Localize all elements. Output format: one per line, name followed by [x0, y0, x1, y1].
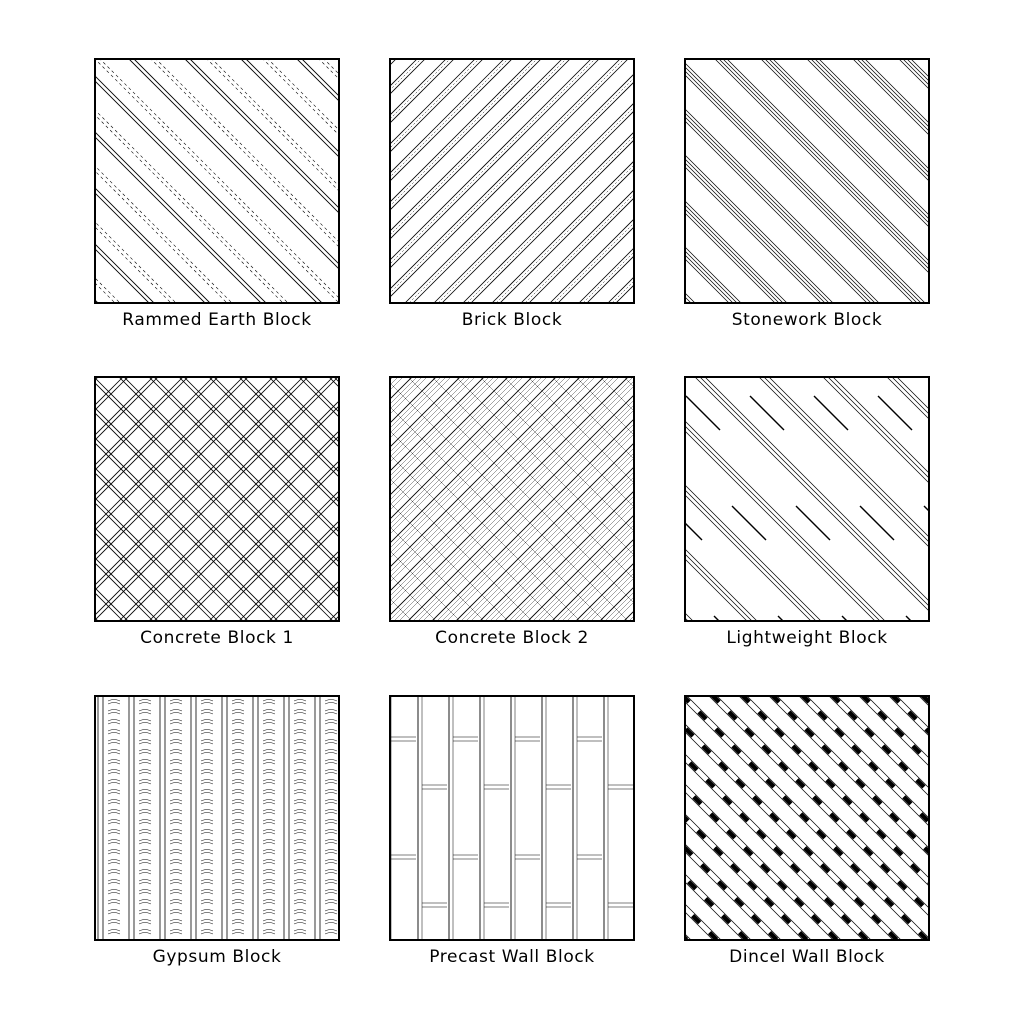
swatch-label: Brick Block [461, 310, 563, 330]
swatch-concrete-block-1 [94, 376, 340, 648]
swatch-background [94, 695, 340, 941]
swatch-stonework-block [684, 58, 930, 330]
rammed-earth-hatch-pattern [94, 58, 340, 304]
swatch-brick-block [389, 58, 635, 330]
brick-hatch-pattern [389, 58, 635, 304]
lightweight-hatch-pattern [684, 376, 930, 622]
swatch-background [94, 376, 340, 622]
concrete-2-hatch-pattern [389, 376, 635, 622]
swatch-label: Rammed Earth Block [122, 310, 312, 330]
swatch-label: Precast Wall Block [429, 947, 595, 967]
concrete-1-hatch-pattern [94, 376, 340, 622]
precast-wall-hatch-pattern [389, 695, 635, 941]
swatch-label: Concrete Block 1 [140, 628, 294, 648]
swatch-label: Dincel Wall Block [729, 947, 885, 967]
gypsum-hatch-pattern [94, 695, 340, 941]
swatch-precast-wall-block [389, 695, 635, 967]
swatch-background [389, 695, 635, 941]
swatch-rammed-earth-block [94, 58, 340, 330]
swatch-concrete-block-2 [389, 376, 635, 648]
swatch-gypsum-block [94, 695, 340, 967]
swatch-dincel-wall-block [684, 695, 930, 967]
stonework-hatch-pattern [684, 58, 930, 304]
swatch-label: Lightweight Block [726, 628, 888, 648]
dincel-wall-hatch-pattern [684, 695, 930, 941]
swatch-label: Stonework Block [731, 310, 883, 330]
swatch-label: Concrete Block 2 [435, 628, 589, 648]
swatch-background [389, 58, 635, 304]
swatch-label: Gypsum Block [152, 947, 282, 967]
swatch-lightweight-block [684, 376, 930, 648]
